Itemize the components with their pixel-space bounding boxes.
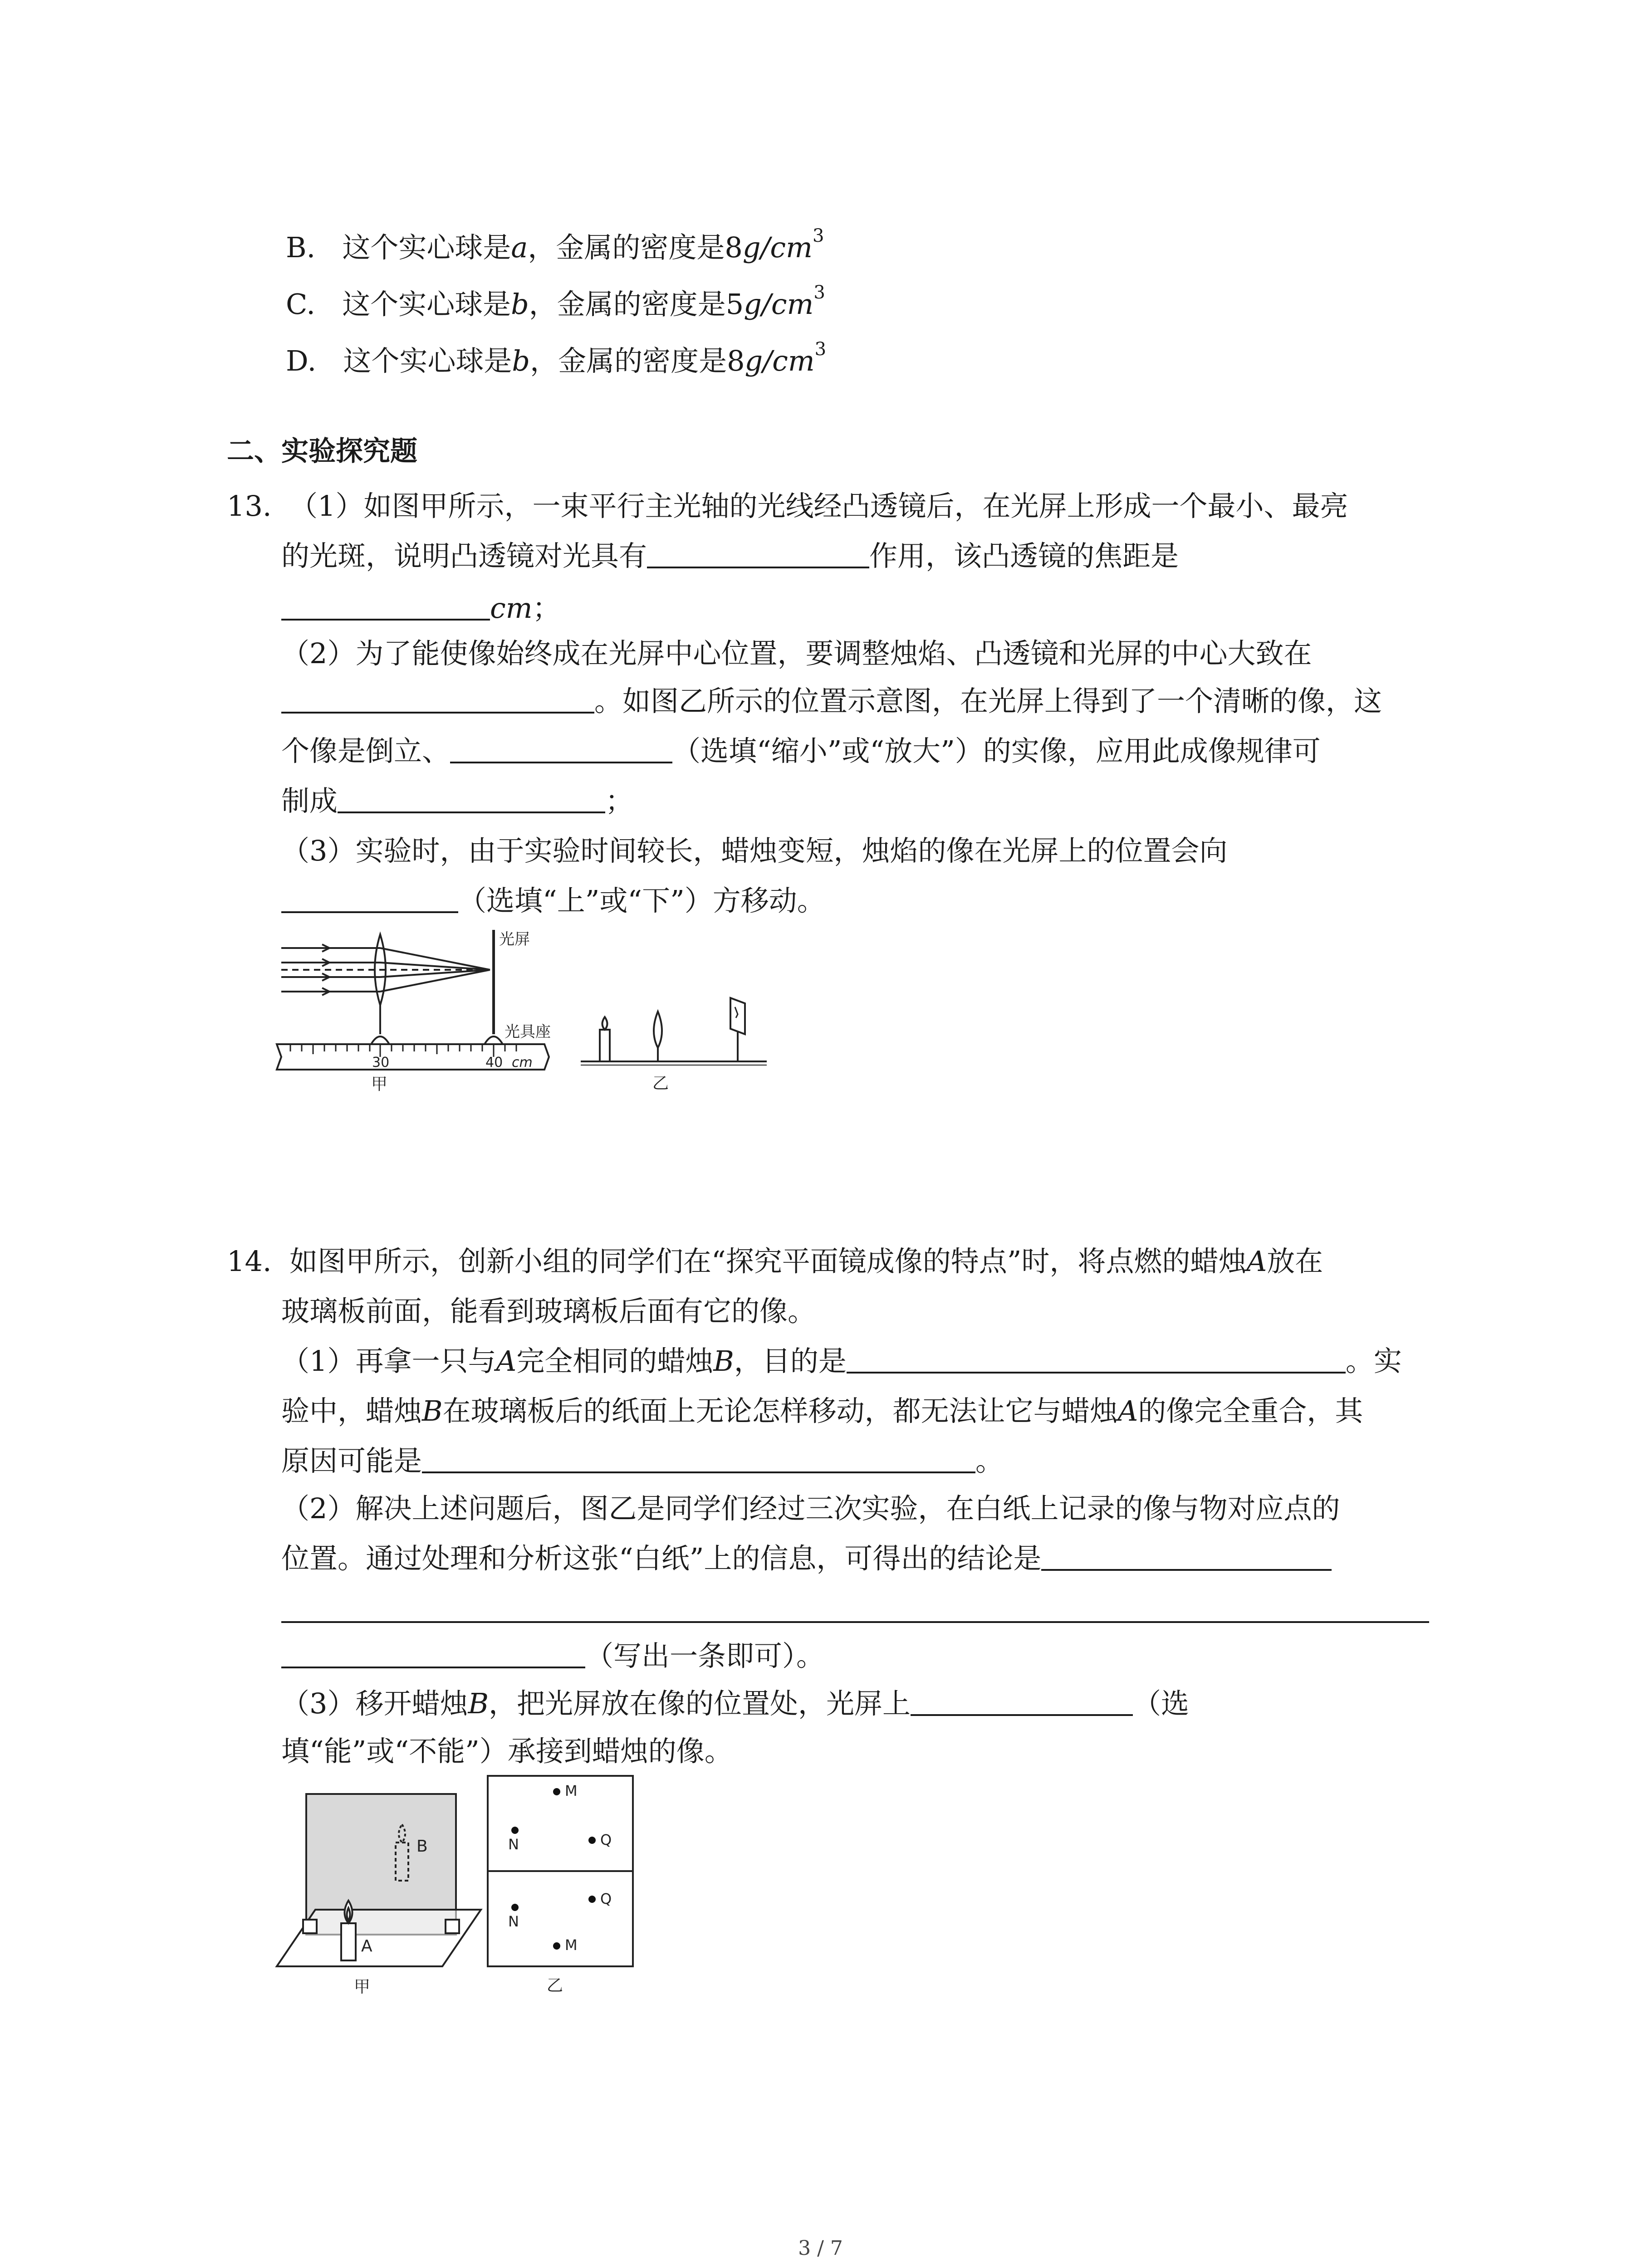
q14-blank-reason[interactable] <box>422 1448 975 1473</box>
q13-blank-direction[interactable] <box>281 888 458 913</box>
tick-label-40: 40 <box>485 1055 503 1070</box>
option-b: B. 这个实心球是a，金属的密度是$8g/cm^3$ <box>286 225 824 264</box>
bottom-point-m: M <box>565 1936 578 1954</box>
option-c: C. 这个实心球是b，金属的密度是$5g/cm^3$ <box>286 282 825 321</box>
q14-line-1: 14. 如图甲所示，创新小组的同学们在“探究平面镜成像的特点”时，将点燃的蜡烛A放在 <box>227 1245 1323 1278</box>
q14-figure-b <box>483 1771 637 1998</box>
q13-figure-b <box>576 980 776 1098</box>
top-point-q: Q <box>600 1831 612 1848</box>
q14-line-11: 填“能”或“不能”）承接到蜡烛的像。 <box>281 1735 733 1768</box>
q14-line-5: 原因可能是 。 <box>281 1444 1004 1477</box>
q13-blank-focal-length[interactable] <box>281 595 490 621</box>
q14-line-2: 玻璃板前面，能看到玻璃板后面有它的像。 <box>281 1295 816 1328</box>
bottom-point-q: Q <box>600 1890 612 1907</box>
q14-blank-screen[interactable] <box>911 1691 1133 1716</box>
q13-line-1: 13. （1）如图甲所示，一束平行主光轴的光线经凸透镜后，在光屏上形成一个最小、最亮 <box>227 489 1348 523</box>
q14-label-a: A <box>361 1937 372 1955</box>
section-title: 二、实验探究题 <box>227 435 417 467</box>
page-number: 3 / 7 <box>798 2237 843 2260</box>
q13-line-2: 的光斑，说明凸透镜对光具有 作用，该凸透镜的焦距是 <box>281 539 1179 572</box>
q14-label-b: B <box>416 1837 428 1856</box>
q14-blank-conclusion-a[interactable] <box>1041 1545 1332 1571</box>
q14-line-9: （写出一条即可）。 <box>281 1642 824 1670</box>
q14-line-6: （2）解决上述问题后，图乙是同学们经过三次实验，在白纸上记录的像与物对应点的 <box>281 1492 1340 1525</box>
q14-figure-a <box>272 1787 485 2005</box>
q13-line-8: （3）实验时，由于实验时间较长，蜡烛变短，烛焰的像在光屏上的位置会向 <box>281 834 1228 867</box>
q14-caption-b: 乙 <box>547 1976 563 1995</box>
q13-line-9: （选填“上”或“下”）方移动。 <box>281 887 825 915</box>
screen-label: 光屏 <box>499 930 530 948</box>
q13-blank-lens-effect[interactable] <box>647 543 869 568</box>
q13-line-4: （2）为了能使像始终成在光屏中心位置，要调整烛焰、凸透镜和光屏的中心大致在 <box>281 637 1312 670</box>
q14-line-10: （3）移开蜡烛B，把光屏放在像的位置处，光屏上 （选 <box>281 1687 1190 1720</box>
q13-blank-image-size[interactable] <box>450 738 672 763</box>
option-d: D. 这个实心球是b，金属的密度是$8g/cm^3$ <box>286 339 827 377</box>
top-point-n: N <box>508 1836 519 1853</box>
q14-line-8 <box>281 1597 1429 1625</box>
tick-unit: cm <box>512 1055 533 1070</box>
q14-line-7: 位置。通过处理和分析这张“白纸”上的信息，可得出的结论是 <box>281 1545 1332 1573</box>
q13-line-6: 个像是倒立、 （选填“缩小”或“放大”）的实像，应用此成像规律可 <box>281 734 1321 767</box>
q13-line-5: 。如图乙所示的位置示意图，在光屏上得到了一个清晰的像，这 <box>281 687 1382 715</box>
q13-blank-same-height[interactable] <box>281 688 594 714</box>
q14-line-4: 验中，蜡烛B在玻璃板后的纸面上无论怎样移动，都无法让它与蜡烛A的像完全重合，其 <box>281 1394 1363 1427</box>
q13-caption-a: 甲 <box>371 1075 388 1094</box>
bottom-point-n: N <box>508 1913 519 1930</box>
q14-blank-conclusion-b[interactable] <box>281 1598 1429 1623</box>
q13-line-7: 制成 ； <box>281 784 634 817</box>
q14-caption-a: 甲 <box>354 1978 371 1996</box>
top-point-m: M <box>565 1782 578 1799</box>
q14-line-3: （1）再拿一只与A完全相同的蜡烛B，目的是 。实 <box>281 1344 1402 1378</box>
q13-line-3: cm； <box>281 594 561 622</box>
q14-blank-purpose[interactable] <box>847 1348 1346 1374</box>
q13-figure-a <box>272 925 554 1098</box>
q13-caption-b: 乙 <box>652 1074 669 1093</box>
q14-blank-conclusion-c[interactable] <box>281 1643 585 1668</box>
tick-label-30: 30 <box>372 1055 390 1070</box>
q13-blank-application[interactable] <box>338 788 605 813</box>
bench-label: 光具座 <box>505 1023 551 1041</box>
